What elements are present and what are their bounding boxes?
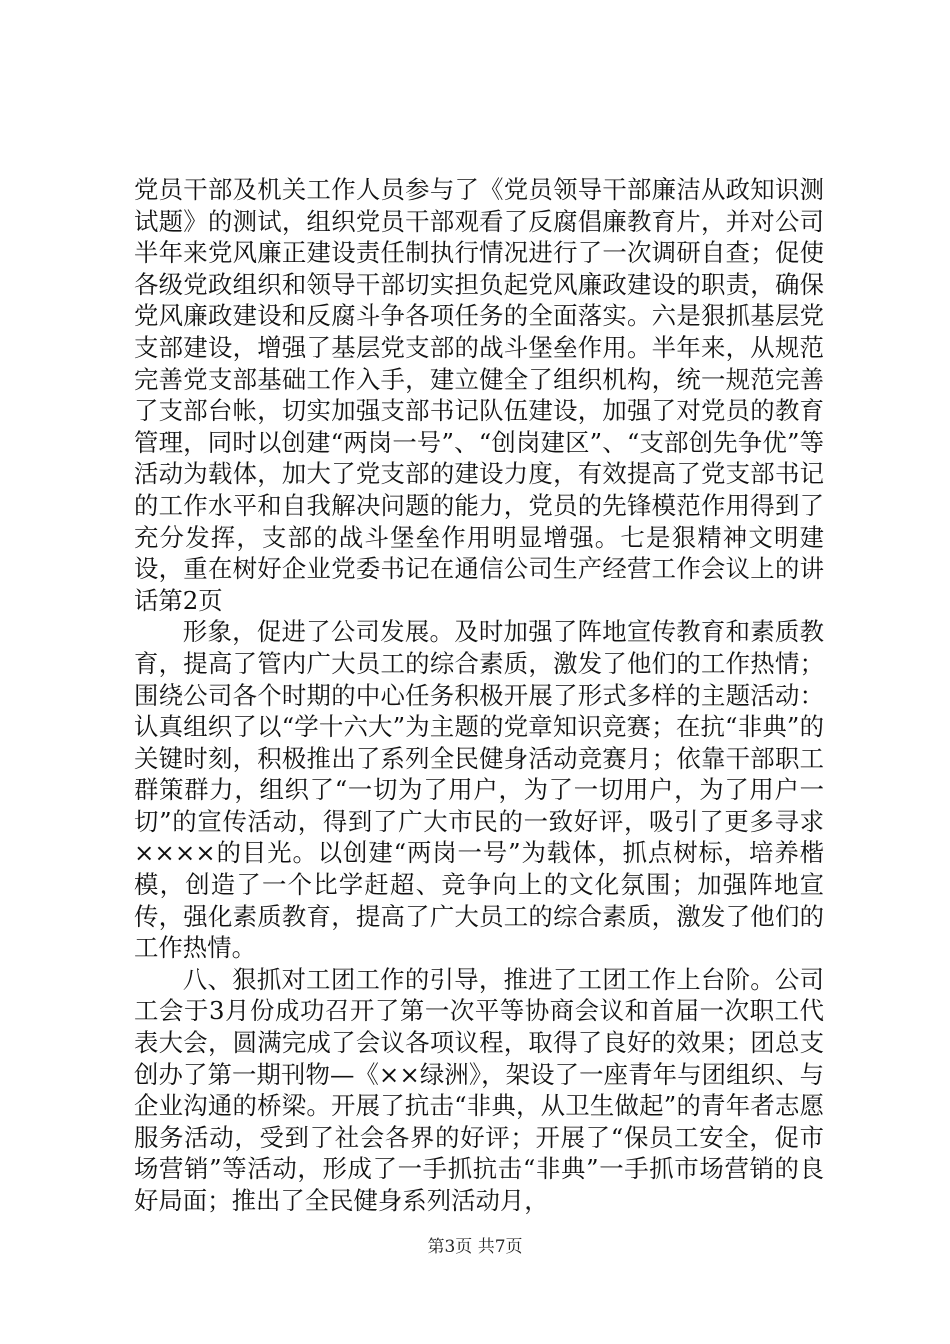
paragraph-3: 八、狠抓对工团工作的引导，推进了工团工作上台阶。公司工会于3月份成功召开了第一次平等协商会议和首届一次职工代表大会，圆满完成了会议各项议程，取得了良好的效果；团总支创办了第一期刊物—《××绿洲》，架设了一座青年与团组织、与企业沟通的桥梁。开展了抗击“非典，从卫生做起”的青年者志愿服务活动，受到了社会各界的好评；开展了“保员工安全，促市场营销”等活动，形成了一手抓抗击“非典”一手抓市场营销的良好局面；推出了全民健身系列活动月， [134, 964, 824, 1215]
document-body [134, 174, 824, 1217]
paragraph-1: 党员干部及机关工作人员参与了《党员领导干部廉洁从政知识测试题》的测试，组织党员干部观看了反腐倡廉教育片，并对公司半年来党风廉正建设责任制执行情况进行了一次调研自查；促使各级党政组织和领导干部切实担负起党风廉政建设的职责，确保党风廉政建设和反腐斗争各项任务的全面落实。六是狠抓基层党支部建设，增强了基层党支部的战斗堡垒作用。半年来，从规范完善党支部基础工作入手，建立健全了组织机构，统一规范完善了支部台帐，切实加强支部书记队伍建设，加强了对党员的教育管理，同时以创建“两岗一号”、“创岗建区”、“支部创先争优”等活动为载体，加大了党支部的建设力度，有效提高了党支部书记的工作水平和自我解决问题的能力，党员的先锋模范作用得到了充分发挥，支部的战斗堡垒作用明显增强。七是狠精神文明建设，重在树好企业党委书记在通信公司生产经营工作会议上的讲话第2页 [134, 175, 824, 615]
paragraph-2: 形象，促进了公司发展。及时加强了阵地宣传教育和素质教育，提高了管内广大员工的综合素质，激发了他们的工作热情；围绕公司各个时期的中心任务积极开展了形式多样的主题活动：认真组织了以“学十六大”为主题的党章知识竞赛；在抗“非典”的关键时刻，积极推出了系列全民健身活动竞赛月；依靠干部职工群策群力，组织了“一切为了用户，为了一切用户，为了用户一切”的宣传活动，得到了广大市民的一致好评，吸引了更多寻求××××的目光。以创建“两岗一号”为载体，抓点树标，培养楷模，创造了一个比学赶超、竞争向上的文化氛围；加强阵地宣传，强化素质教育，提高了广大员工的综合素质，激发了他们的工作热情。 [134, 617, 824, 963]
page-number-footer: 第3页 共7页 [427, 1237, 523, 1257]
